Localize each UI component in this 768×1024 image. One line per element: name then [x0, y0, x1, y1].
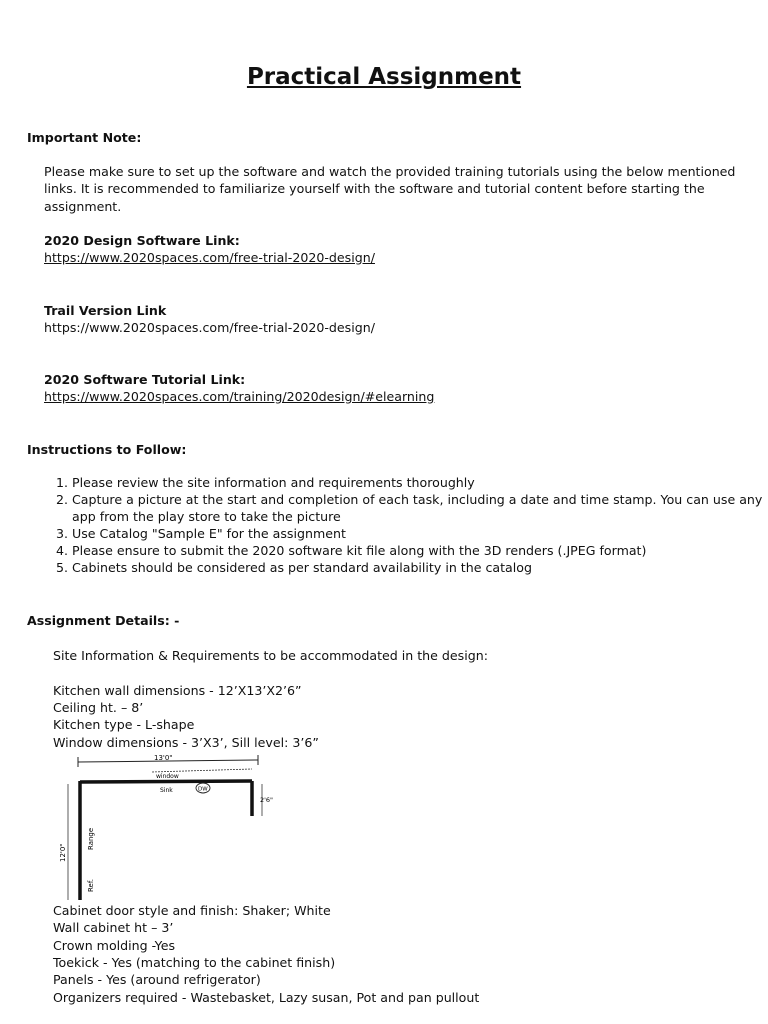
instruction-item: 3. Use Catalog "Sample E" for the assignment [72, 525, 768, 542]
instruction-item: 1. Please review the site information and requirements thoroughly [72, 474, 768, 491]
assignment-heading: Assignment Details: - [27, 613, 180, 628]
design-link[interactable]: https://www.2020spaces.com/free-trial-2020-design/ [44, 250, 375, 265]
top-dimension-label: 13'0" [154, 754, 173, 762]
req-line: Panels - Yes (around refrigerator) [53, 972, 261, 987]
top-wall [80, 781, 252, 782]
req-line: Wall cabinet ht – 3’ [53, 920, 174, 935]
site-line: Kitchen type - L-shape [53, 717, 195, 732]
note-line-2: links. It is recommended to familiarize yourself with the software and tutorial content before starting the [44, 181, 705, 196]
design-link-label: 2020 Design Software Link: [44, 233, 240, 248]
site-line: Window dimensions - 3’X3’, Sill level: 3’6” [53, 735, 319, 750]
left-dimension-label: 12'0" [59, 843, 67, 862]
instruction-item: 4. Please ensure to submit the 2020 software kit file along with the 3D renders (.JPEG format) [72, 542, 768, 559]
kitchen-layout-sketch [52, 752, 282, 904]
site-info-intro: Site Information & Requirements to be accommodated in the design: [53, 648, 488, 663]
req-line: Cabinet door style and finish: Shaker; White [53, 903, 331, 918]
sink-label: Sink [160, 787, 173, 794]
ref-label: Ref. [87, 878, 95, 892]
site-line: Kitchen wall dimensions - 12’X13’X2’6” [53, 683, 302, 698]
range-label: Range [87, 827, 95, 850]
instructions-list [44, 474, 768, 576]
trial-link[interactable]: https://www.2020spaces.com/free-trial-2020-design/ [44, 320, 375, 335]
window-label: window [156, 773, 179, 780]
page-title: Practical Assignment [246, 64, 522, 90]
dw-label: DW [198, 786, 208, 793]
instruction-item: 2. Capture a picture at the start and completion of each task, including a date and time stamp. You can use any app from the play store to take the picture [72, 491, 768, 525]
instructions-heading: Instructions to Follow: [27, 442, 187, 457]
note-line-3: assignment. [44, 199, 122, 214]
req-line: Crown molding -Yes [53, 938, 176, 953]
note-line-1: Please make sure to set up the software and watch the provided training tutorials using the below mentioned [44, 164, 736, 179]
instruction-item: 5. Cabinets should be considered as per standard availability in the catalog [72, 559, 768, 576]
tutorial-link-label: 2020 Software Tutorial Link: [44, 372, 246, 387]
trial-link-label: Trail Version Link [44, 303, 167, 318]
tutorial-link[interactable]: https://www.2020spaces.com/training/2020design/#elearning [44, 389, 435, 404]
important-note-heading: Important Note: [27, 130, 142, 145]
req-line: Toekick - Yes (matching to the cabinet finish) [53, 955, 336, 970]
right-dimension-label: 2'6" [260, 796, 274, 804]
site-line: Ceiling ht. – 8’ [53, 700, 144, 715]
req-line: Organizers required - Wastebasket, Lazy susan, Pot and pan pullout [53, 990, 480, 1005]
